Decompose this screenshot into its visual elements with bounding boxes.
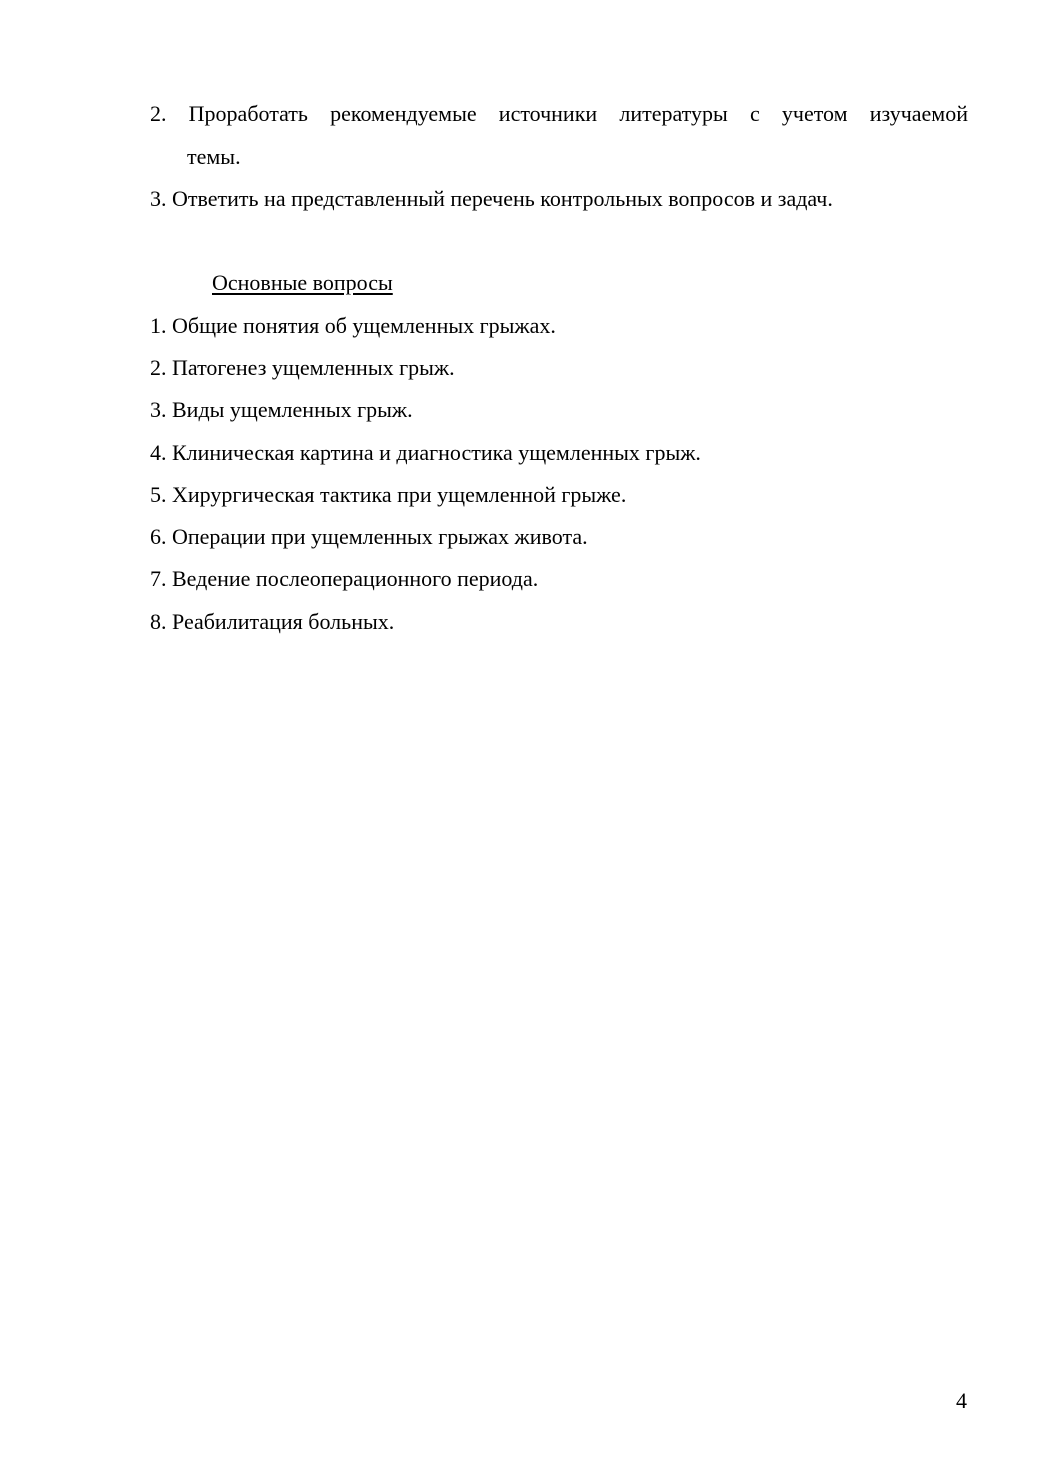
question-item-1: 1. Общие понятия об ущемленных грыжах. (150, 313, 556, 338)
question-item-5: 5. Хирургическая тактика при ущемленной грыже. (150, 482, 627, 507)
question-item-3: 3. Виды ущемленных грыж. (150, 397, 413, 422)
task-item-2-line-1: 2. Проработать рекомендуемые источники литературы с учетом изучаемой (150, 101, 968, 126)
question-item-4: 4. Клиническая картина и диагностика ущемленных грыж. (150, 440, 701, 465)
task-item-2-line-2: темы. (187, 144, 241, 169)
question-item-8: 8. Реабилитация больных. (150, 609, 395, 634)
page-number: 4 (956, 1388, 967, 1413)
question-item-2: 2. Патогенез ущемленных грыж. (150, 355, 455, 380)
section-heading: Основные вопросы (212, 270, 393, 295)
question-item-7: 7. Ведение послеоперационного периода. (150, 566, 539, 591)
question-item-6: 6. Операции при ущемленных грыжах живота. (150, 524, 588, 549)
task-item-3: 3. Ответить на представленный перечень контрольных вопросов и задач. (150, 186, 833, 211)
